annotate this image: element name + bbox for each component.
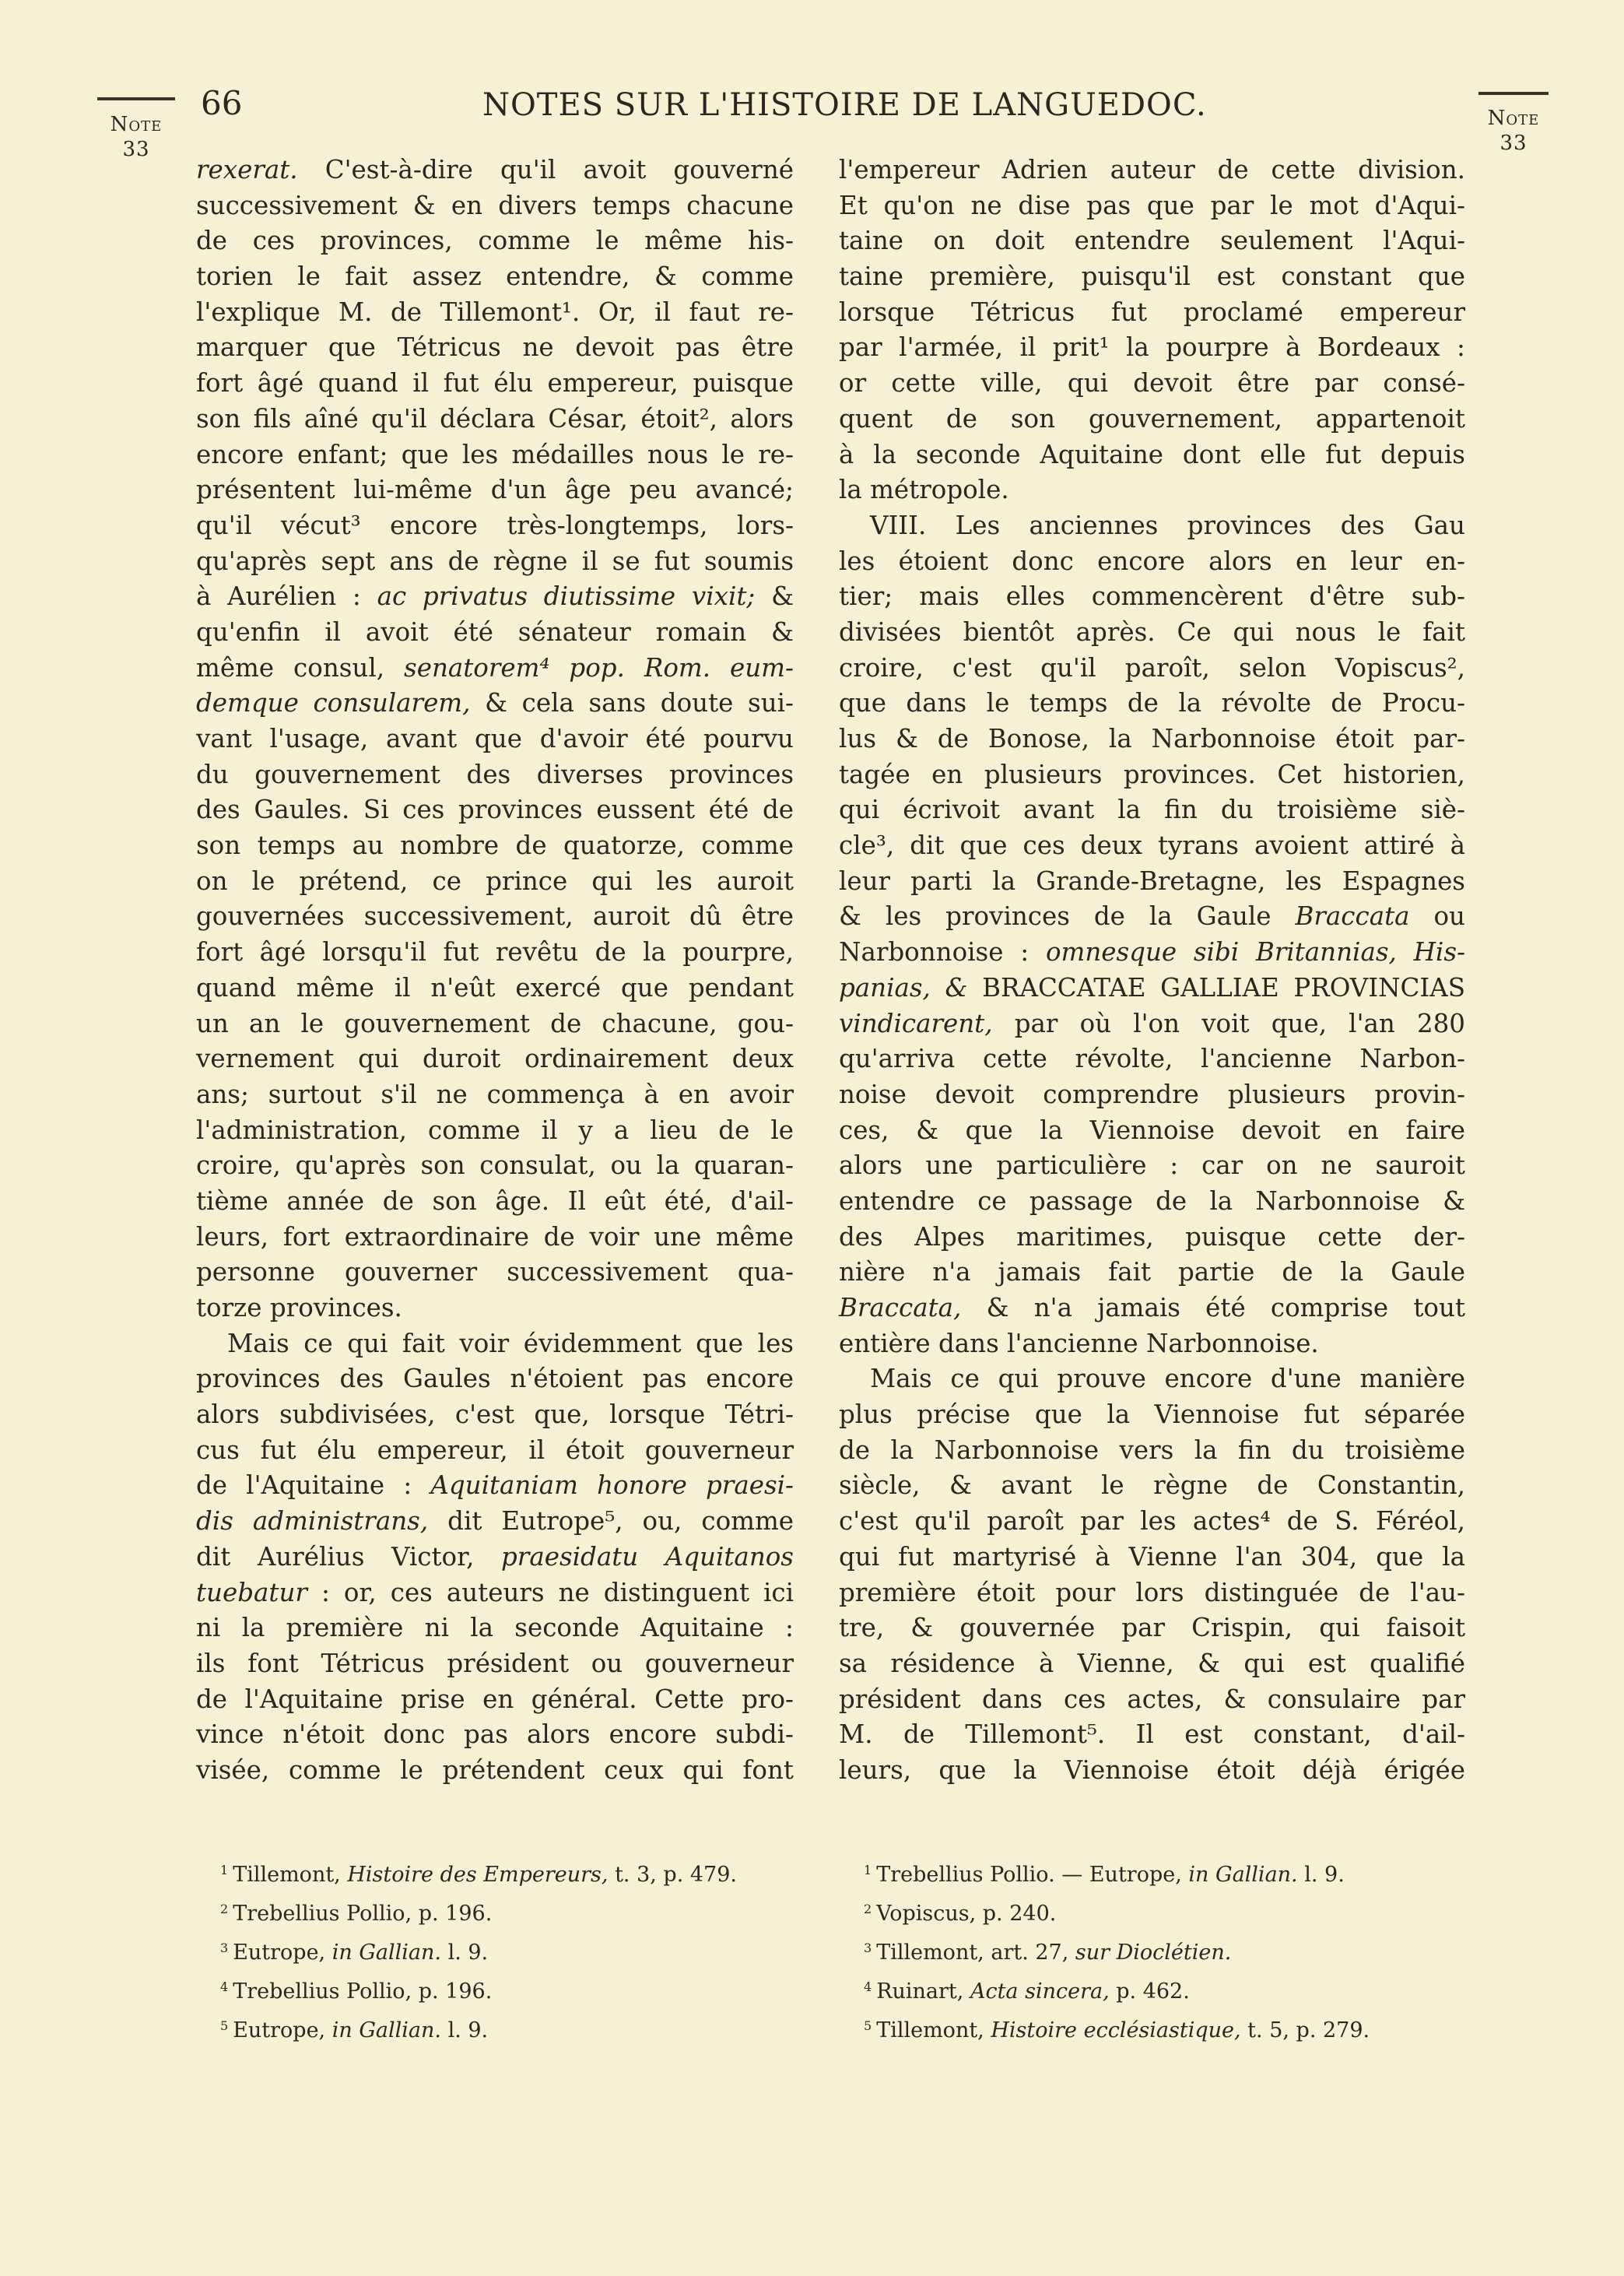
text-span: même consul, xyxy=(196,652,405,683)
text-line xyxy=(196,757,794,793)
text-span: encore enfant; que les médailles nous le re- xyxy=(196,439,794,469)
text-line xyxy=(196,651,794,687)
text-span: cus fut élu empereur, il étoit gouverneur xyxy=(196,1435,794,1465)
text-line xyxy=(196,366,794,402)
italic-text: Acta sincera, xyxy=(970,1979,1110,2004)
footnote-number: 2 xyxy=(864,1902,872,1916)
footnote xyxy=(864,2009,1370,2048)
text-span: taine on doit entendre seulement l'Aqui- xyxy=(839,226,1465,256)
italic-text: rexerat. xyxy=(196,155,298,184)
text-line xyxy=(196,1468,794,1504)
text-line xyxy=(839,1540,1465,1575)
text-span: que dans le temps de la révolte de Procu- xyxy=(839,688,1465,718)
text-line xyxy=(839,899,1465,935)
text-span: p. 462. xyxy=(1109,1979,1190,2004)
text-line xyxy=(196,1717,794,1753)
text-span: vant l'usage, avant que d'avoir été pourvu xyxy=(196,724,794,753)
text-line xyxy=(196,1326,794,1362)
text-span: torien le fait assez entendre, & comme xyxy=(196,262,794,292)
text-line xyxy=(839,722,1465,757)
footnotes-right xyxy=(864,1853,1370,2048)
text-span: Mais ce qui prouve encore d'une manière xyxy=(870,1364,1465,1394)
footnote xyxy=(220,1892,737,1931)
text-span: l'empereur Adrien auteur de cette division. xyxy=(839,155,1465,184)
margin-note-label: Note xyxy=(1487,107,1540,130)
text-line xyxy=(839,1291,1465,1326)
margin-note-label: Note xyxy=(110,113,163,136)
text-line xyxy=(196,437,794,473)
text-span: à Aurélien : xyxy=(196,581,377,612)
text-span: son fils aîné qu'il déclara César, étoit², alors xyxy=(196,403,794,434)
text-line xyxy=(839,757,1465,793)
text-line xyxy=(196,1575,794,1611)
text-span: Mais ce qui fait voir évidemment que les xyxy=(227,1328,794,1358)
text-span: alors une particulière : car on ne sauroit xyxy=(839,1150,1465,1181)
text-span: noise devoit comprendre plusieurs provin- xyxy=(839,1079,1465,1109)
text-line xyxy=(839,1361,1465,1397)
text-span: Trebellius Pollio, p. 196. xyxy=(233,1979,493,2004)
text-span: fort âgé quand il fut élu empereur, puisque xyxy=(196,368,794,399)
italic-text: ac privatus diutissime vixit; xyxy=(377,581,756,612)
italic-text: vindicarent, xyxy=(839,1008,993,1038)
text-span: entendre ce passage de la Narbonnoise & xyxy=(839,1185,1465,1216)
text-line xyxy=(196,1433,794,1469)
text-line xyxy=(196,828,794,864)
text-line xyxy=(839,1077,1465,1113)
text-span: la métropole. xyxy=(839,475,1009,505)
text-line xyxy=(196,508,794,544)
text-line xyxy=(196,1255,794,1291)
text-span: tre, & gouvernée par Crispin, qui faisoit xyxy=(839,1613,1465,1643)
footnote-number: 5 xyxy=(864,2018,872,2033)
text-span: torze provinces. xyxy=(196,1293,402,1322)
text-line xyxy=(839,971,1465,1006)
text-span: quent de son gouvernement, appartenoit xyxy=(839,403,1465,434)
text-line xyxy=(839,437,1465,473)
text-span: Vopiscus, p. 240. xyxy=(876,1902,1057,1926)
text-span: tième année de son âge. Il eût été, d'ail- xyxy=(196,1185,794,1216)
text-line xyxy=(196,935,794,971)
italic-text: in Gallian. xyxy=(331,2018,441,2042)
text-span: qu'après sept ans de règne il se fut soumis xyxy=(196,546,794,576)
text-span: provinces des Gaules n'étoient pas encore xyxy=(196,1364,794,1394)
margin-note-right xyxy=(1478,106,1549,156)
text-span: alors subdivisées, c'est que, lorsque Tétri- xyxy=(196,1400,794,1430)
text-span: dit Eutrope⁵, ou, comme xyxy=(428,1506,794,1537)
text-line xyxy=(196,579,794,615)
text-span: Eutrope, xyxy=(233,1941,332,1965)
text-line xyxy=(839,792,1465,828)
italic-text: Braccata xyxy=(1295,901,1410,932)
text-span: & xyxy=(755,581,794,612)
text-span: qu'arriva cette révolte, l'ancienne Narbon- xyxy=(839,1044,1465,1074)
text-line xyxy=(839,223,1465,259)
footnote xyxy=(220,1931,737,1970)
text-line xyxy=(839,1610,1465,1646)
italic-text: Histoire des Empereurs, xyxy=(347,1863,609,1887)
footnote-number: 4 xyxy=(220,1979,229,1994)
text-line xyxy=(839,188,1465,224)
text-span: lus & de Bonose, la Narbonnoise étoit par- xyxy=(839,724,1465,753)
text-line xyxy=(839,1255,1465,1291)
italic-text: Histoire ecclésiastique, xyxy=(991,2018,1241,2042)
text-span: lorsque Tétricus fut proclamé empereur xyxy=(839,297,1465,327)
text-span: marquer que Tétricus ne devoit pas être xyxy=(196,332,794,363)
footnote xyxy=(864,1853,1370,1892)
text-line xyxy=(839,1504,1465,1540)
text-line xyxy=(839,1682,1465,1718)
text-span: successivement & en divers temps chacune xyxy=(196,190,794,220)
text-line xyxy=(196,1682,794,1718)
text-span: présentent lui-même d'un âge peu avancé; xyxy=(196,475,794,505)
text-line xyxy=(196,971,794,1006)
text-column-left xyxy=(196,153,794,1789)
text-span: du gouvernement des diverses provinces xyxy=(196,759,794,789)
footnote xyxy=(220,1853,737,1892)
text-span: ou xyxy=(1409,901,1465,932)
text-span: plus précise que la Viennoise fut séparée xyxy=(839,1400,1465,1430)
text-span: première étoit pour lors distinguée de l'au- xyxy=(839,1577,1465,1607)
text-line xyxy=(839,402,1465,437)
text-line xyxy=(839,1717,1465,1753)
text-line xyxy=(196,615,794,651)
text-line xyxy=(839,1184,1465,1220)
text-line xyxy=(196,1646,794,1682)
margin-note-left xyxy=(97,112,175,162)
text-span: Et qu'on ne dise pas que par le mot d'Aqui- xyxy=(839,190,1465,220)
text-span: qu'il vécut³ encore très-longtemps, lors- xyxy=(196,510,794,540)
text-line xyxy=(196,1610,794,1646)
text-span: par l'armée, il prit¹ la pourpre à Bordeaux : xyxy=(839,332,1465,363)
text-span: l. 9. xyxy=(440,1941,489,1965)
text-span: M. de Tillemont⁵. Il est constant, d'ail- xyxy=(839,1719,1465,1750)
text-span: Tillemont, art. 27, xyxy=(876,1941,1075,1965)
text-span: l. 9. xyxy=(1297,1863,1345,1887)
text-line xyxy=(839,1220,1465,1256)
text-span: fort âgé lorsqu'il fut revêtu de la pourpre, xyxy=(196,937,794,968)
text-span: quand même il n'eût exercé que pendant xyxy=(196,972,794,1003)
text-line xyxy=(196,864,794,900)
text-line xyxy=(196,1753,794,1789)
text-span: ces, & que la Viennoise devoit en faire xyxy=(839,1115,1465,1145)
italic-text: senatorem⁴ pop. Rom. eum- xyxy=(404,652,794,683)
text-span: vince n'étoit donc pas alors encore subdi- xyxy=(196,1719,794,1750)
text-line xyxy=(839,864,1465,900)
text-span: Narbonnoise : xyxy=(839,937,1046,968)
text-line xyxy=(839,330,1465,366)
text-span: l'administration, comme il y a lieu de le xyxy=(196,1115,794,1145)
text-line xyxy=(196,259,794,295)
text-span: : or, ces auteurs ne distinguent ici xyxy=(307,1577,794,1607)
italic-text: panias, & xyxy=(839,972,968,1003)
text-span: ils font Tétricus président ou gouverneur xyxy=(196,1648,794,1678)
text-span: Tillemont, xyxy=(876,2018,991,2042)
text-span: qu'enfin il avoit été sénateur romain & xyxy=(196,616,794,647)
text-span: croire, qu'après son consulat, ou la quaran- xyxy=(196,1150,794,1181)
text-line xyxy=(839,472,1465,508)
text-span: qui fut martyrisé à Vienne l'an 304, que la xyxy=(839,1541,1465,1572)
text-line xyxy=(839,1326,1465,1362)
text-line xyxy=(839,1397,1465,1433)
footnote-number: 5 xyxy=(220,2018,229,2033)
text-span: C'est-à-dire qu'il avoit gouverné xyxy=(297,155,794,184)
text-span: Tillemont, xyxy=(233,1863,348,1887)
text-column-right xyxy=(839,153,1465,1789)
footnote xyxy=(864,1970,1370,2009)
text-line xyxy=(839,153,1465,188)
text-line xyxy=(196,223,794,259)
italic-text: tuebatur xyxy=(196,1577,307,1607)
text-line xyxy=(839,1468,1465,1504)
text-line xyxy=(839,1006,1465,1042)
text-line xyxy=(839,935,1465,971)
footnote xyxy=(864,1931,1370,1970)
text-span: l. 9. xyxy=(440,2018,489,2042)
italic-text: Braccata, xyxy=(839,1293,962,1322)
text-span: gouvernées successivement, auroit dû être xyxy=(196,901,794,932)
footnote xyxy=(220,1970,737,2009)
footnote-number: 1 xyxy=(220,1863,229,1877)
text-line xyxy=(839,1148,1465,1184)
text-span: les étoient donc encore alors en leur en- xyxy=(839,546,1465,576)
text-span: tagée en plusieurs provinces. Cet historien, xyxy=(839,759,1465,789)
footnotes-left xyxy=(220,1853,737,2048)
italic-text: praesidatu Aquitanos xyxy=(501,1541,794,1572)
text-line xyxy=(196,1540,794,1575)
italic-text: omnesque sibi Britannias, His- xyxy=(1045,937,1465,968)
text-span: & les provinces de la Gaule xyxy=(839,901,1296,932)
text-line xyxy=(839,1646,1465,1682)
text-span: dit Aurélius Victor, xyxy=(196,1541,501,1572)
text-line xyxy=(196,153,794,188)
text-span: à la seconde Aquitaine dont elle fut depuis xyxy=(839,439,1465,469)
text-line xyxy=(839,651,1465,687)
text-span: or cette ville, qui devoit être par consé- xyxy=(839,368,1465,399)
text-line xyxy=(196,402,794,437)
text-span: BRACCATAE GALLIAE PROVINCIAS xyxy=(967,972,1465,1003)
text-line xyxy=(196,792,794,828)
text-span: ans; surtout s'il ne commença à en avoir xyxy=(196,1079,794,1109)
text-line xyxy=(839,579,1465,615)
text-span: entière dans l'ancienne Narbonnoise. xyxy=(839,1328,1319,1358)
text-span: leur parti la Grande-Bretagne, les Espagnes xyxy=(839,866,1465,896)
text-line xyxy=(196,295,794,331)
margin-rule-left xyxy=(97,97,175,100)
text-line xyxy=(839,1041,1465,1077)
text-span: nière n'a jamais fait partie de la Gaule xyxy=(839,1257,1465,1287)
text-line xyxy=(196,686,794,722)
text-span: son temps au nombre de quatorze, comme xyxy=(196,831,794,861)
text-span: qui écrivoit avant la fin du troisième siè- xyxy=(839,795,1465,825)
text-line xyxy=(839,1433,1465,1469)
text-span: tier; mais elles commencèrent d'être sub- xyxy=(839,581,1465,612)
text-span: Ruinart, xyxy=(876,1979,970,2004)
text-line xyxy=(839,544,1465,580)
text-line xyxy=(196,1504,794,1540)
italic-text: Aquitaniam honore praesi- xyxy=(430,1470,794,1501)
text-line xyxy=(196,1220,794,1256)
text-line xyxy=(839,366,1465,402)
text-span: c'est qu'il paroît par les actes⁴ de S. Féréol, xyxy=(839,1506,1465,1537)
text-span: de l'Aquitaine : xyxy=(196,1470,431,1501)
footnote-number: 3 xyxy=(864,1941,872,1955)
footnote-number: 3 xyxy=(220,1941,229,1955)
text-span: on le prétend, ce prince qui les auroit xyxy=(196,866,794,896)
text-line xyxy=(196,544,794,580)
text-span: un an le gouvernement de chacune, gou- xyxy=(196,1008,794,1038)
italic-text: in Gallian. xyxy=(331,1941,441,1965)
text-line xyxy=(196,1077,794,1113)
text-line xyxy=(839,615,1465,651)
text-line xyxy=(196,1113,794,1149)
text-line xyxy=(196,1397,794,1433)
text-line xyxy=(196,1291,794,1326)
italic-text: sur Dioclétien. xyxy=(1075,1941,1232,1965)
text-span: Trebellius Pollio, p. 196. xyxy=(233,1902,493,1926)
text-line xyxy=(839,1575,1465,1611)
text-span: vernement qui duroit ordinairement deux xyxy=(196,1044,794,1074)
text-line xyxy=(839,508,1465,544)
text-line xyxy=(196,330,794,366)
margin-note-number: 33 xyxy=(1499,132,1528,155)
text-line xyxy=(196,1006,794,1042)
text-line xyxy=(196,1361,794,1397)
text-span: de l'Aquitaine prise en général. Cette pro- xyxy=(196,1684,794,1714)
page-number: 66 xyxy=(201,84,243,122)
text-span: t. 3, p. 479. xyxy=(608,1863,737,1887)
footnote xyxy=(864,1892,1370,1931)
text-span: de ces provinces, comme le même his- xyxy=(196,226,794,256)
text-line xyxy=(196,472,794,508)
text-span: Eutrope, xyxy=(233,2018,332,2042)
text-line xyxy=(839,295,1465,331)
text-span: t. 5, p. 279. xyxy=(1240,2018,1370,2042)
text-line xyxy=(196,1184,794,1220)
text-line xyxy=(839,686,1465,722)
text-span: Trebellius Pollio. — Eutrope, xyxy=(876,1863,1189,1887)
margin-rule-right xyxy=(1478,92,1549,95)
text-span: sa résidence à Vienne, & qui est qualifié xyxy=(839,1648,1465,1678)
running-title: NOTES SUR L'HISTOIRE DE LANGUEDOC. xyxy=(482,87,1207,123)
footnote xyxy=(220,2009,737,2048)
italic-text: in Gallian. xyxy=(1188,1863,1298,1887)
text-span: des Alpes maritimes, puisque cette der- xyxy=(839,1221,1465,1252)
text-span: leurs, que la Viennoise étoit déjà érigée xyxy=(839,1754,1465,1785)
text-span: divisées bientôt après. Ce qui nous le fait xyxy=(839,616,1465,647)
text-span: président dans ces actes, & consulaire par xyxy=(839,1684,1465,1714)
text-span: leurs, fort extraordinaire de voir une même xyxy=(196,1221,794,1252)
text-span: cle³, dit que ces deux tyrans avoient attiré à xyxy=(839,831,1465,861)
text-span: l'explique M. de Tillemont¹. Or, il faut re- xyxy=(196,297,794,327)
text-span: siècle, & avant le règne de Constantin, xyxy=(839,1470,1465,1501)
text-line xyxy=(839,828,1465,864)
text-span: croire, c'est qu'il paroît, selon Vopiscus², xyxy=(839,652,1465,683)
text-line xyxy=(196,1041,794,1077)
italic-text: demque consularem, xyxy=(196,688,471,718)
text-span: ni la première ni la seconde Aquitaine : xyxy=(196,1613,794,1643)
text-line xyxy=(196,1148,794,1184)
text-line xyxy=(196,188,794,224)
text-span: des Gaules. Si ces provinces eussent été de xyxy=(196,795,794,825)
footnote-number: 4 xyxy=(864,1979,872,1994)
text-span: personne gouverner successivement qua- xyxy=(196,1257,794,1287)
text-line xyxy=(839,1753,1465,1789)
text-line xyxy=(839,1113,1465,1149)
text-span: taine première, puisqu'il est constant que xyxy=(839,262,1465,292)
footnote-number: 1 xyxy=(864,1863,872,1877)
text-line xyxy=(196,722,794,757)
margin-note-number: 33 xyxy=(122,138,150,161)
text-span: & cela sans doute sui- xyxy=(470,688,794,718)
text-line xyxy=(839,259,1465,295)
italic-text: dis administrans, xyxy=(196,1506,429,1537)
text-span: par où l'on voit que, l'an 280 xyxy=(992,1008,1465,1038)
text-span: & n'a jamais été comprise tout xyxy=(961,1293,1465,1322)
text-line xyxy=(196,899,794,935)
text-span: visée, comme le prétendent ceux qui font xyxy=(196,1754,794,1785)
text-span: de la Narbonnoise vers la fin du troisième xyxy=(839,1435,1465,1465)
footnote-number: 2 xyxy=(220,1902,229,1916)
text-span: VIII. Les anciennes provinces des Gau xyxy=(870,510,1465,540)
